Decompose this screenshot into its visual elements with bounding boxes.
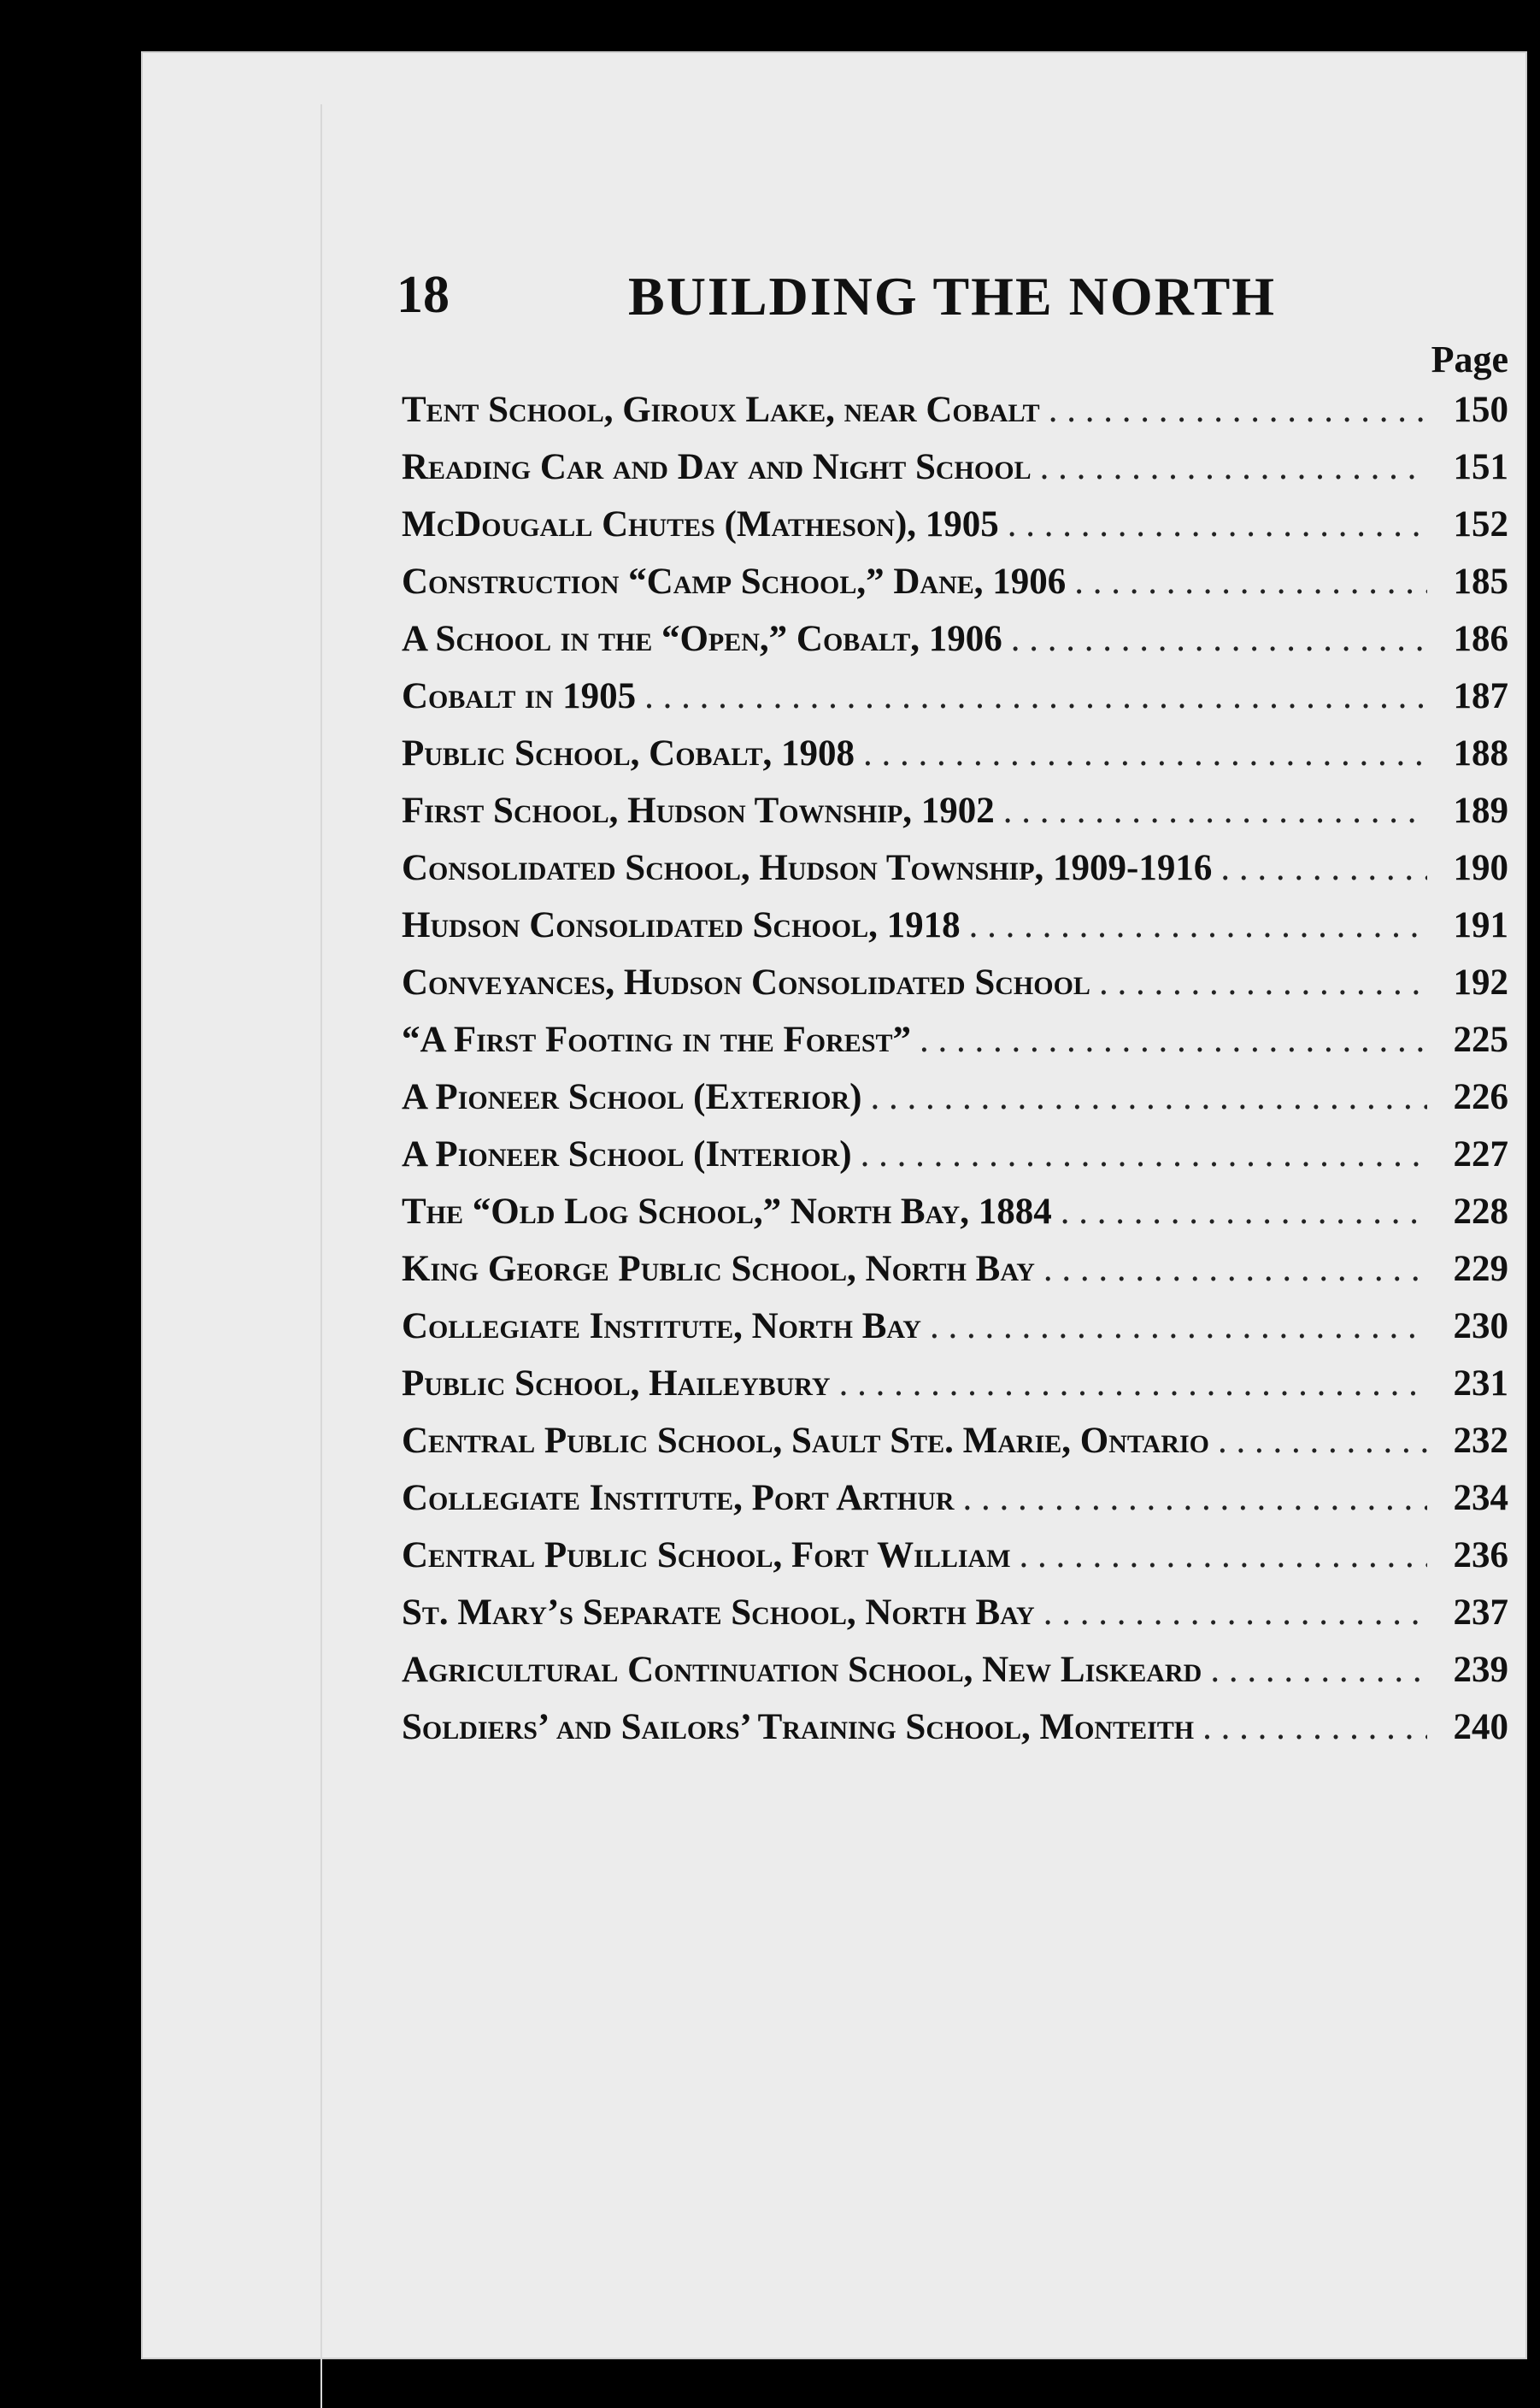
book-page xyxy=(141,51,1527,2359)
list-item xyxy=(402,1420,1508,1477)
entry-page-number: 231 xyxy=(1453,1363,1508,1404)
entry-title: A Pioneer School (Exterior) xyxy=(402,1077,862,1117)
entry-title: Central Public School, Fort William xyxy=(402,1535,1011,1575)
dot-leader xyxy=(1043,1592,1427,1634)
list-item xyxy=(402,1248,1508,1305)
dot-leader xyxy=(861,1133,1427,1175)
entry-page-number: 239 xyxy=(1453,1650,1508,1690)
list-item xyxy=(402,1019,1508,1076)
entry-page-number: 227 xyxy=(1453,1134,1508,1175)
entry-page-number: 150 xyxy=(1453,390,1508,430)
entry-title: Collegiate Institute, North Bay xyxy=(402,1306,921,1346)
entry-page-number: 232 xyxy=(1453,1421,1508,1461)
list-item xyxy=(402,1305,1508,1363)
entry-page-number: 185 xyxy=(1453,562,1508,602)
entry-page-number: 189 xyxy=(1453,791,1508,831)
dot-leader xyxy=(839,1363,1427,1404)
entry-title: Conveyances, Hudson Consolidated School xyxy=(402,963,1090,1003)
page-header xyxy=(141,265,1527,333)
list-item xyxy=(402,1706,1508,1763)
entry-page-number: 237 xyxy=(1453,1593,1508,1633)
list-item xyxy=(402,1191,1508,1248)
entry-title: Construction “Camp School,” Dane, 1906 xyxy=(402,562,1067,602)
dot-leader xyxy=(1020,1534,1427,1576)
entry-page-number: 192 xyxy=(1453,963,1508,1003)
entry-title: Collegiate Institute, Port Arthur xyxy=(402,1478,955,1518)
entry-title: Tent School, Giroux Lake, near Cobalt xyxy=(402,390,1040,430)
list-item xyxy=(402,847,1508,904)
running-title: BUILDING THE NORTH xyxy=(628,266,1277,327)
dot-leader xyxy=(1043,1248,1427,1290)
entry-title: Reading Car and Day and Night School xyxy=(402,447,1032,487)
dot-leader xyxy=(963,1477,1427,1519)
dot-leader xyxy=(1008,503,1427,545)
entry-page-number: 151 xyxy=(1453,447,1508,487)
dot-leader xyxy=(863,733,1427,774)
dot-leader xyxy=(1049,389,1427,431)
list-item xyxy=(402,1592,1508,1649)
list-item xyxy=(402,733,1508,790)
entry-page-number: 152 xyxy=(1453,504,1508,545)
entry-page-number: 236 xyxy=(1453,1535,1508,1575)
list-item xyxy=(402,618,1508,675)
list-item xyxy=(402,1076,1508,1133)
entry-page-number: 225 xyxy=(1453,1020,1508,1060)
dot-leader xyxy=(1040,446,1427,488)
list-item xyxy=(402,962,1508,1019)
dot-leader xyxy=(1011,618,1427,660)
entry-page-number: 240 xyxy=(1453,1707,1508,1747)
list-item xyxy=(402,446,1508,503)
dot-leader xyxy=(1003,790,1427,832)
page-edge-line xyxy=(320,104,322,2408)
entry-title: Agricultural Continuation School, New Liskeard xyxy=(402,1650,1202,1690)
entry-title: A School in the “Open,” Cobalt, 1906 xyxy=(402,619,1002,659)
dot-leader xyxy=(969,904,1427,946)
list-item xyxy=(402,389,1508,446)
entry-page-number: 190 xyxy=(1453,848,1508,888)
dot-leader xyxy=(1220,847,1427,889)
list-item xyxy=(402,1534,1508,1592)
entry-page-number: 187 xyxy=(1453,676,1508,716)
entry-page-number: 228 xyxy=(1453,1192,1508,1232)
dot-leader xyxy=(1210,1649,1427,1691)
dot-leader xyxy=(1202,1706,1427,1748)
entry-title: Public School, Haileybury xyxy=(402,1363,831,1404)
entry-title: Soldiers’ and Sailors’ Training School, Monteith xyxy=(402,1707,1195,1747)
list-item xyxy=(402,561,1508,618)
dot-leader xyxy=(644,675,1427,717)
entry-title: Consolidated School, Hudson Township, 1909-1916 xyxy=(402,848,1213,888)
illustrations-list xyxy=(402,389,1508,1763)
list-item xyxy=(402,1363,1508,1420)
entry-title: Cobalt in 1905 xyxy=(402,676,637,716)
dot-leader xyxy=(920,1019,1427,1061)
entry-page-number: 230 xyxy=(1453,1306,1508,1346)
list-item xyxy=(402,503,1508,561)
dot-leader xyxy=(1218,1420,1427,1462)
entry-page-number: 226 xyxy=(1453,1077,1508,1117)
entry-title: St. Mary’s Separate School, North Bay xyxy=(402,1593,1035,1633)
dot-leader xyxy=(1061,1191,1427,1233)
entry-page-number: 188 xyxy=(1453,733,1508,774)
list-item xyxy=(402,904,1508,962)
entry-page-number: 234 xyxy=(1453,1478,1508,1518)
entry-page-number: 191 xyxy=(1453,905,1508,945)
page-column-label: Page xyxy=(1431,339,1508,380)
dot-leader xyxy=(1074,561,1427,603)
entry-page-number: 229 xyxy=(1453,1249,1508,1289)
entry-title: King George Public School, North Bay xyxy=(402,1249,1035,1289)
dot-leader xyxy=(1099,962,1427,1004)
entry-title: First School, Hudson Township, 1902 xyxy=(402,791,995,831)
list-item xyxy=(402,675,1508,733)
list-item xyxy=(402,1649,1508,1706)
entry-page-number: 186 xyxy=(1453,619,1508,659)
entry-title: Central Public School, Sault Ste. Marie, Ontario xyxy=(402,1421,1209,1461)
entry-title: Hudson Consolidated School, 1918 xyxy=(402,905,961,945)
dot-leader xyxy=(930,1305,1427,1347)
entry-title: The “Old Log School,” North Bay, 1884 xyxy=(402,1192,1052,1232)
list-item xyxy=(402,790,1508,847)
entry-title: Public School, Cobalt, 1908 xyxy=(402,733,855,774)
list-item xyxy=(402,1477,1508,1534)
page-number: 18 xyxy=(397,266,450,324)
dot-leader xyxy=(871,1076,1428,1118)
list-item xyxy=(402,1133,1508,1191)
entry-title: McDougall Chutes (Matheson), 1905 xyxy=(402,504,999,545)
entry-title: A Pioneer School (Interior) xyxy=(402,1134,852,1175)
entry-title: “A First Footing in the Forest” xyxy=(402,1020,912,1060)
